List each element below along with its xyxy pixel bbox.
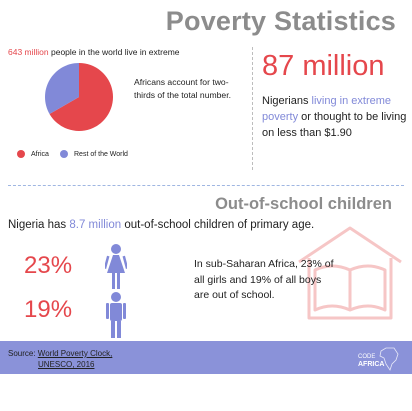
legend-rest-of-world — [60, 150, 128, 158]
vertical-divider — [252, 47, 253, 170]
nigeria-poverty-text — [262, 93, 407, 141]
boys-percentage: 19% — [24, 296, 73, 323]
school-text-after: out-of-school children of primary age. — [121, 219, 315, 231]
logo-text-top: CODE — [358, 354, 376, 360]
logo-text-bottom: AFRICA — [358, 361, 385, 368]
school-statement — [8, 219, 314, 231]
pie-caption — [8, 47, 180, 57]
legend-africa-label: Africa — [31, 150, 49, 158]
source-citation — [8, 348, 112, 370]
school-text-highlight: 8.7 million — [69, 219, 122, 231]
big-stat-number: 87 million — [262, 50, 385, 82]
legend-africa — [17, 150, 49, 158]
boy-icon — [106, 291, 126, 339]
caption-highlight: 643 million — [8, 47, 49, 57]
nigeria-text-before: Nigerians — [262, 95, 312, 107]
section-divider — [8, 185, 404, 186]
pie-chart — [44, 62, 114, 132]
girl-icon — [105, 243, 127, 291]
nigeria-text-after: or thought to be living on less than $1.90 — [262, 111, 407, 139]
subsaharan-description: In sub-Saharan Africa, 23% of all girls and 19% of all boys are out of school. — [194, 258, 334, 301]
school-text-before: Nigeria has — [8, 219, 70, 231]
africa-note: Africans account for two-thirds of the total number. — [134, 77, 231, 100]
source-link-poverty-clock[interactable]: World Poverty Clock, — [37, 349, 113, 358]
code-africa-logo — [356, 346, 400, 372]
section-title: Out-of-school children — [215, 195, 392, 213]
girls-percentage: 23% — [24, 252, 73, 279]
source-link-unesco[interactable]: UNESCO, 2016 — [38, 360, 95, 369]
source-label: Source: — [8, 349, 38, 358]
legend-africa-swatch — [17, 150, 25, 158]
caption-text: people in the world live in extreme — [48, 47, 180, 57]
page-title: Poverty Statistics — [165, 6, 396, 36]
legend-rest-swatch — [60, 150, 68, 158]
nigeria-text-highlight: living in extreme poverty — [262, 95, 392, 123]
legend-rest-label: Rest of the World — [74, 150, 128, 158]
